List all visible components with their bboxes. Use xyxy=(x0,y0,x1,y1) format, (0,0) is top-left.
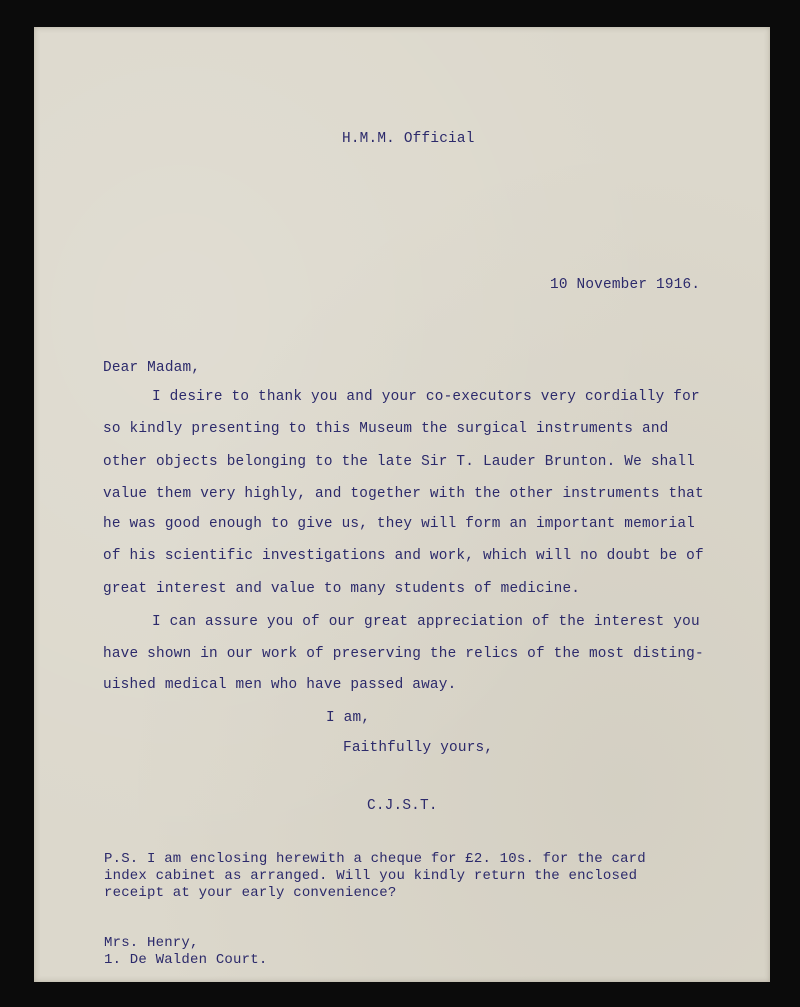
body-line: have shown in our work of preserving the relics of the most disting- xyxy=(103,646,704,662)
addressee-line: 1. De Walden Court. xyxy=(104,952,268,968)
body-line: other objects belonging to the late Sir T. Lauder Brunton. We shall xyxy=(103,454,695,470)
body-line: so kindly presenting to this Museum the surgical instruments and xyxy=(103,421,669,437)
body-line: I desire to thank you and your co-executors very cordially for xyxy=(152,389,700,405)
body-line: great interest and value to many students of medicine. xyxy=(103,581,581,597)
postscript-line: index cabinet as arranged. Will you kindly return the enclosed xyxy=(104,868,638,884)
signature-initials: C.J.S.T. xyxy=(367,798,438,814)
body-line: I can assure you of our great appreciation of the interest you xyxy=(152,614,700,630)
addressee-line: Mrs. Henry, xyxy=(104,935,199,951)
closing-line: I am, xyxy=(326,710,371,726)
letter-date: 10 November 1916. xyxy=(550,277,701,293)
body-line: value them very highly, and together with the other instruments that xyxy=(103,486,704,502)
postscript-line: receipt at your early convenience? xyxy=(104,885,397,901)
postscript-line: P.S. I am enclosing herewith a cheque for £2. 10s. for the card xyxy=(104,851,646,867)
body-line: of his scientific investigations and work, which will no doubt be of xyxy=(103,548,704,564)
letter-heading: H.M.M. Official xyxy=(342,131,475,147)
letter-page xyxy=(34,27,770,982)
body-line: uished medical men who have passed away. xyxy=(103,677,457,693)
closing-line: Faithfully yours, xyxy=(343,740,494,756)
salutation: Dear Madam, xyxy=(103,360,201,376)
body-line: he was good enough to give us, they will form an important memorial xyxy=(103,516,695,532)
